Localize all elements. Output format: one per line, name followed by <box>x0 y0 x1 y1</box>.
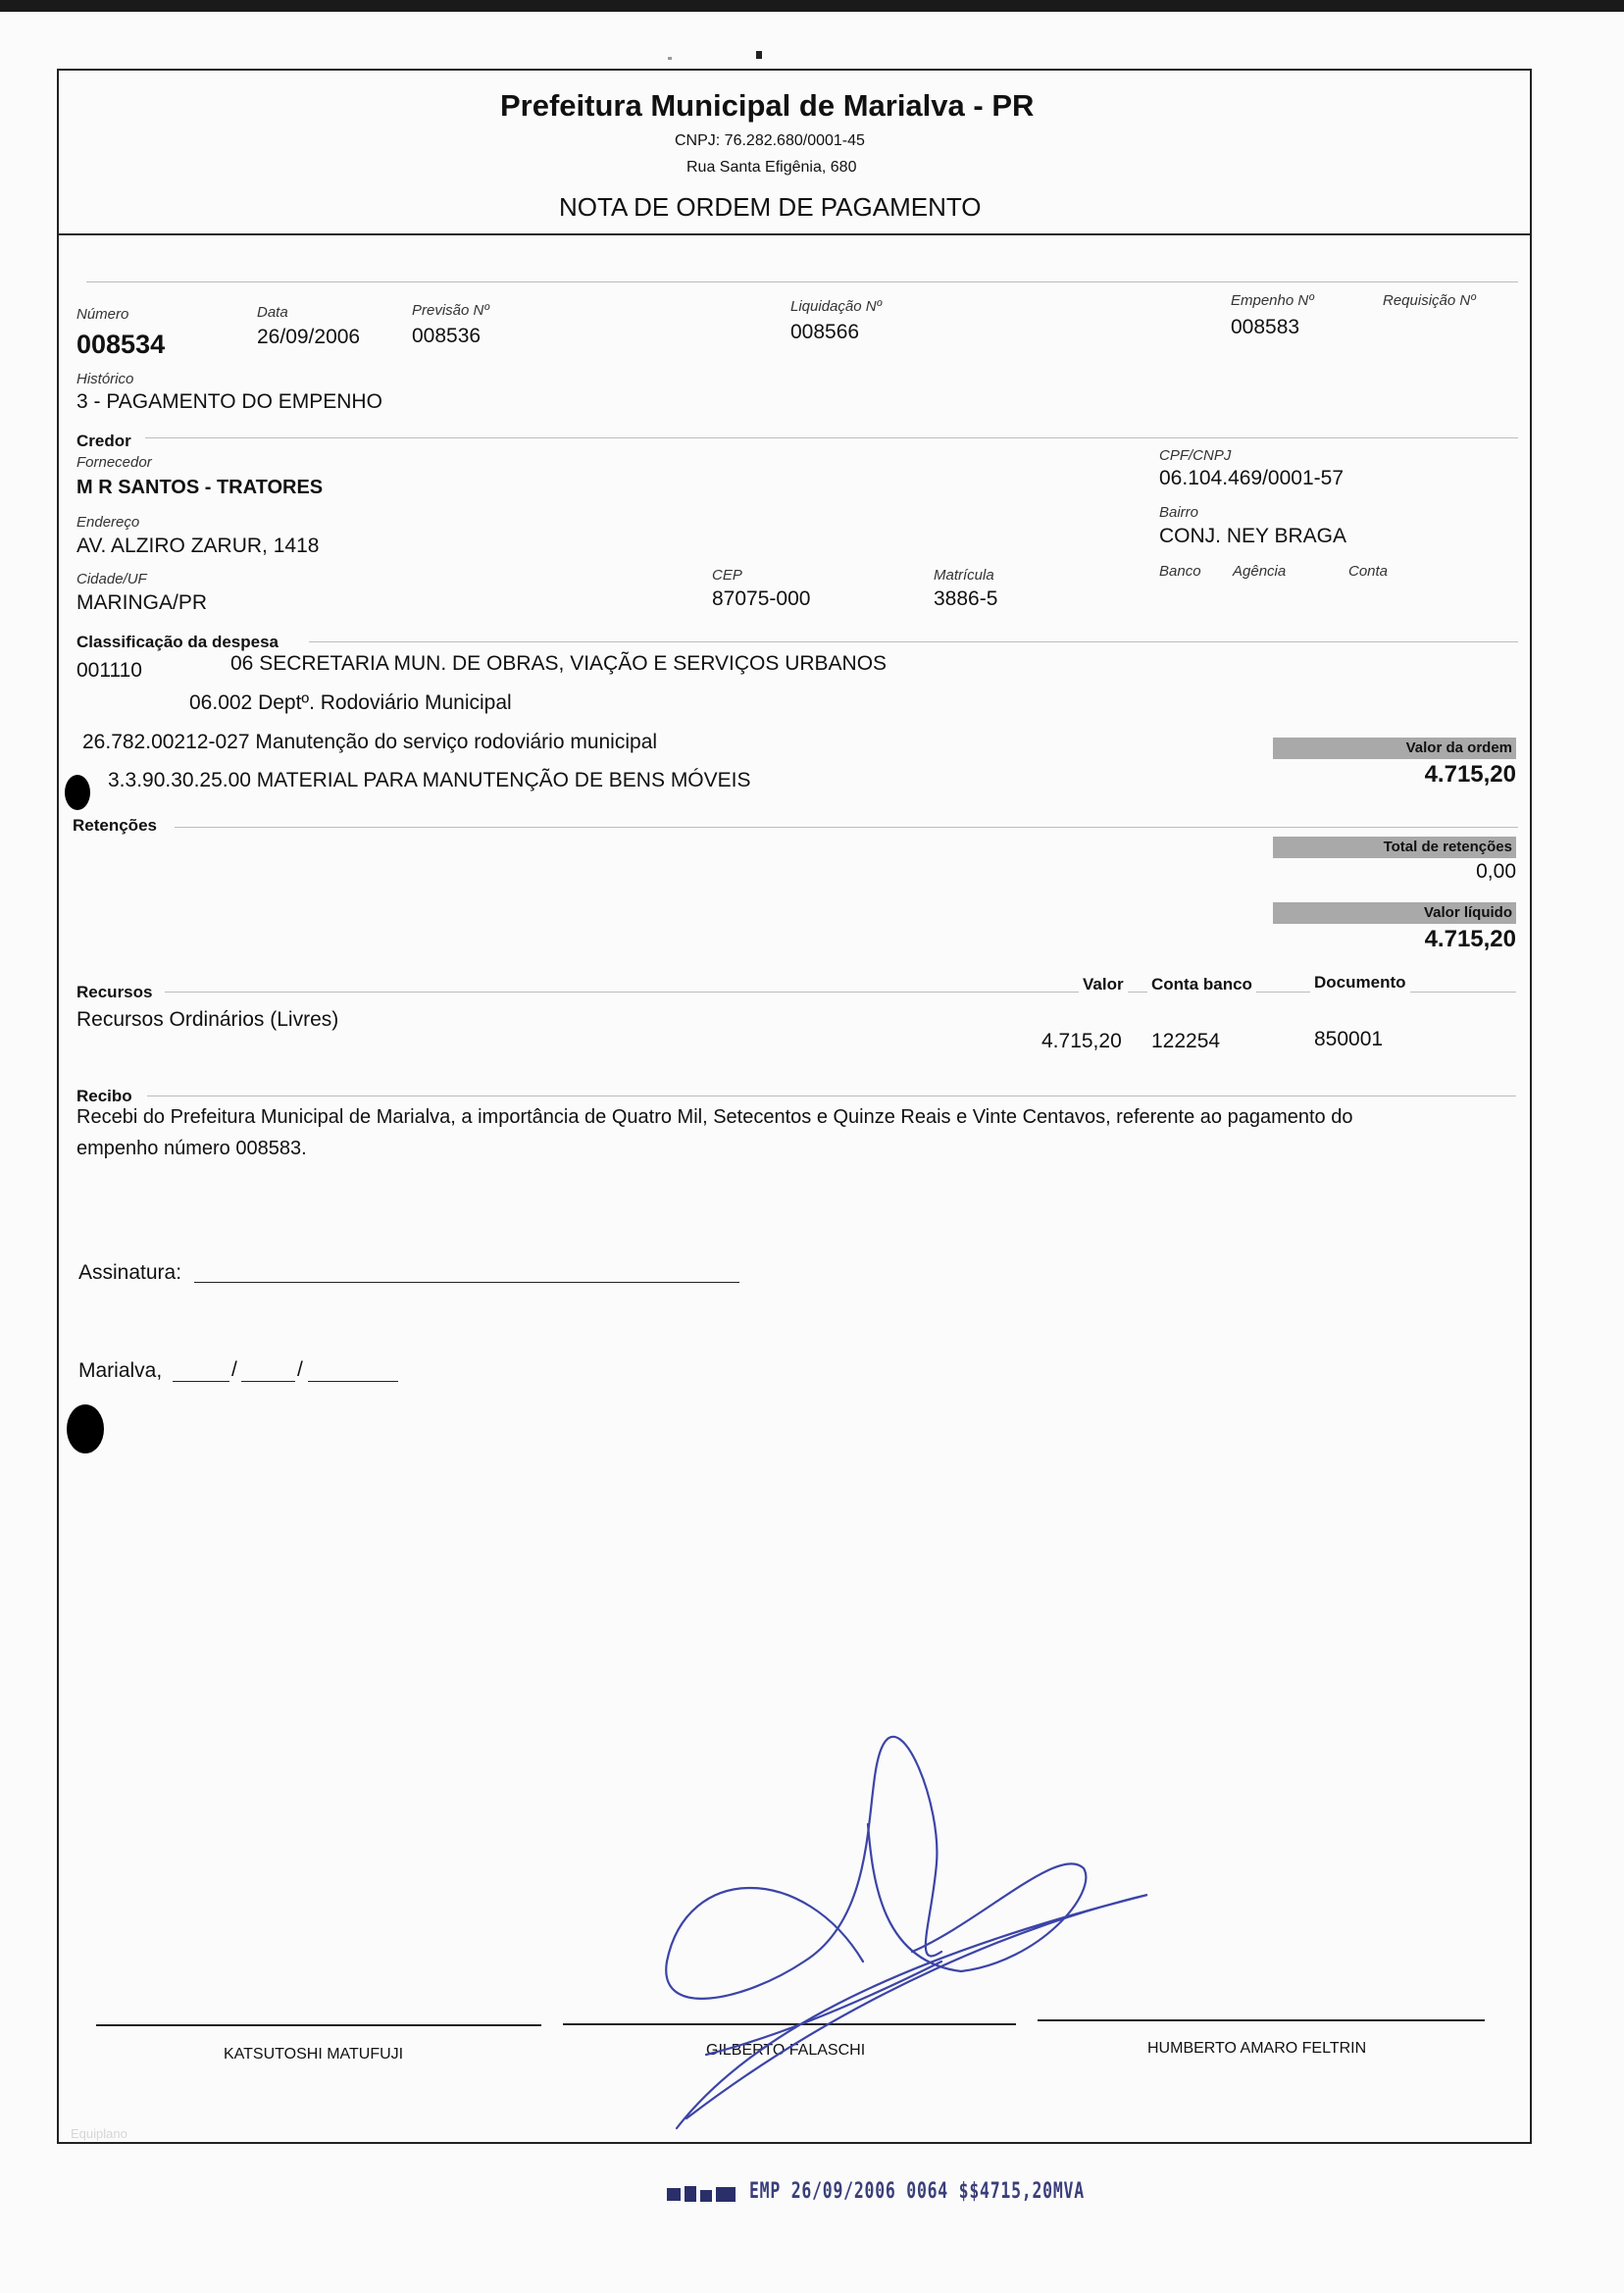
date-day-line <box>173 1381 229 1382</box>
numero-value: 008534 <box>76 330 166 359</box>
total-retencoes-label: Total de retenções <box>1273 837 1516 858</box>
recibo-text-line1: Recebi do Prefeitura Municipal de Marialva, a importância de Quatro Mil, Setecentos e Quinze Reais e Vinte Centavos, referente ao pagamento do <box>76 1106 1353 1128</box>
endereco-label: Endereço <box>76 514 140 531</box>
classificacao-code: 001110 <box>76 659 142 682</box>
data-value: 26/09/2006 <box>257 326 361 348</box>
valor-liquido-label: Valor líquido <box>1273 902 1516 924</box>
classificacao-line2: 06.002 Deptº. Rodoviário Municipal <box>189 691 512 714</box>
signatory-name-3: HUMBERTO AMARO FELTRIN <box>1147 2040 1367 2057</box>
cep-label: CEP <box>712 567 742 584</box>
liquidacao-label: Liquidação Nº <box>790 298 883 315</box>
classificacao-line3: 26.782.00212-027 Manutenção do serviço rodoviário municipal <box>82 731 658 753</box>
document-title: NOTA DE ORDEM DE PAGAMENTO <box>559 192 982 222</box>
valor-ordem-label: Valor da ordem <box>1273 738 1516 759</box>
software-watermark: Equiplano <box>71 2126 127 2141</box>
historico-label: Histórico <box>76 371 134 387</box>
liquidacao-value: 008566 <box>790 321 860 343</box>
scan-speck <box>668 57 672 60</box>
valor-liquido-value: 4.715,20 <box>1424 926 1516 952</box>
stamp-logo <box>667 2185 740 2205</box>
banco-label: Banco <box>1159 563 1201 580</box>
ids-divider <box>86 281 1518 282</box>
retencoes-divider <box>175 827 1518 828</box>
address-line: Rua Santa Efigênia, 680 <box>686 159 857 176</box>
empenho-label: Empenho Nº <box>1231 292 1314 309</box>
cpf-value: 06.104.469/0001-57 <box>1159 467 1345 489</box>
recursos-conta-header: Conta banco <box>1147 975 1256 994</box>
recursos-section-title: Recursos <box>76 983 153 1001</box>
agencia-label: Agência <box>1233 563 1287 580</box>
date-year-line <box>308 1381 398 1382</box>
retencoes-section-title: Retenções <box>73 816 157 835</box>
conta-label: Conta <box>1348 563 1389 580</box>
cidade-value: MARINGA/PR <box>76 591 208 614</box>
date-month-line <box>241 1381 295 1382</box>
total-retencoes-value: 0,00 <box>1476 860 1516 883</box>
cidade-label: Cidade/UF <box>76 571 147 587</box>
local-date-label: Marialva, <box>78 1359 163 1382</box>
assinatura-label: Assinatura: <box>78 1261 182 1284</box>
data-label: Data <box>257 304 288 321</box>
classificacao-section-title: Classificação da despesa <box>76 633 279 651</box>
cnpj-line: CNPJ: 76.282.680/0001-45 <box>675 132 865 149</box>
payment-stamp-text: EMP 26/09/2006 0064 $$4715,20MVA <box>749 2179 1085 2204</box>
recursos-documento: 850001 <box>1314 1028 1384 1050</box>
municipality-title: Prefeitura Municipal de Marialva - PR <box>500 88 1035 123</box>
empenho-value: 008583 <box>1231 316 1300 338</box>
stamp-logo-icon <box>667 2185 740 2205</box>
signatory-name-2: GILBERTO FALASCHI <box>706 2042 866 2059</box>
credor-divider <box>145 437 1518 438</box>
previsao-label: Previsão Nº <box>412 302 489 319</box>
signatory-name-1: KATSUTOSHI MATUFUJI <box>224 2046 404 2063</box>
credor-section-title: Credor <box>76 432 131 450</box>
numero-label: Número <box>76 306 129 323</box>
signature-line-2 <box>563 2023 1016 2025</box>
date-slash: / <box>231 1358 237 1381</box>
recursos-conta: 122254 <box>1151 1030 1221 1052</box>
date-slash: / <box>297 1358 303 1381</box>
signature-line-1 <box>96 2024 541 2026</box>
recibo-section-title: Recibo <box>76 1087 132 1105</box>
classificacao-divider <box>309 641 1518 642</box>
header-divider <box>57 233 1530 235</box>
fornecedor-label: Fornecedor <box>76 454 152 471</box>
recursos-valor-header: Valor <box>1079 975 1128 994</box>
valor-ordem-value: 4.715,20 <box>1424 761 1516 788</box>
historico-value: 3 - PAGAMENTO DO EMPENHO <box>76 390 382 413</box>
assinatura-line <box>194 1282 739 1283</box>
cep-value: 87075-000 <box>712 587 811 610</box>
endereco-value: AV. ALZIRO ZARUR, 1418 <box>76 535 320 557</box>
classificacao-line4: 3.3.90.30.25.00 MATERIAL PARA MANUTENÇÃO DE BENS MÓVEIS <box>108 769 751 791</box>
scan-top-border <box>0 0 1624 12</box>
recursos-documento-header: Documento <box>1310 973 1410 993</box>
recibo-text-line2: empenho número 008583. <box>76 1138 307 1159</box>
recursos-valor: 4.715,20 <box>1041 1030 1122 1052</box>
classificacao-line1: 06 SECRETARIA MUN. DE OBRAS, VIAÇÃO E SERVIÇOS URBANOS <box>230 652 888 675</box>
scan-speck <box>756 51 762 59</box>
punch-hole-mark <box>65 775 90 810</box>
bairro-label: Bairro <box>1159 504 1199 521</box>
matricula-value: 3886-5 <box>934 587 998 610</box>
requisicao-label: Requisição Nº <box>1383 292 1476 309</box>
recursos-name: Recursos Ordinários (Livres) <box>76 1008 339 1031</box>
signature-line-3 <box>1038 2019 1485 2021</box>
punch-hole-mark <box>67 1404 104 1453</box>
previsao-value: 008536 <box>412 325 482 347</box>
matricula-label: Matrícula <box>934 567 994 584</box>
bairro-value: CONJ. NEY BRAGA <box>1159 525 1346 547</box>
fornecedor-value: M R SANTOS - TRATORES <box>76 477 324 498</box>
cpf-label: CPF/CNPJ <box>1159 447 1232 464</box>
